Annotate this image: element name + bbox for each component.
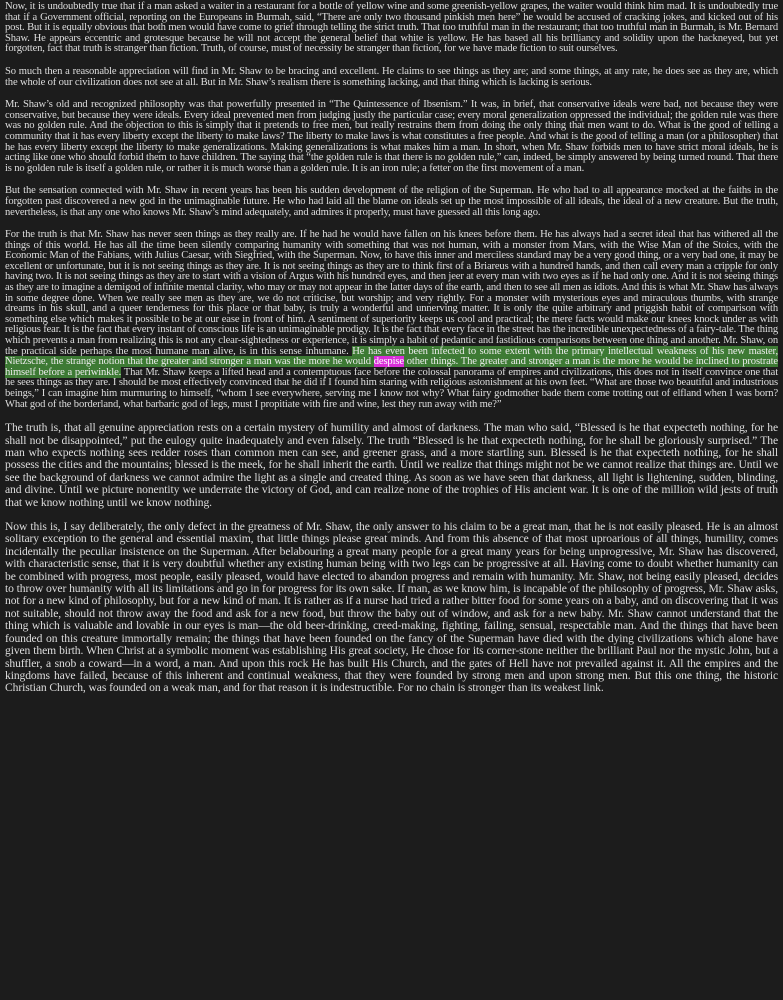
- paragraph: Mr. Shaw’s old and recognized philosophy was that powerfully presented in “The Quintessence of Ibsenism.” It was, in brief, that conservative ideals were bad, not because they were conservative, but because they were ideals. Every ideal prevented men from judging justly the particular case; every moral generalization oppressed the individual; the golden rule was there was no golden rule. And the objection to this is simply that it pretends to free men, but really restrains them from doing the only thing that men want to do. What is the good of telling a community that it has every liberty except the liberty to make laws? The liberty to make laws is what constitutes a free people. And what is the good of telling a man (or a philosopher) that he has every liberty except the liberty to make generalizations. Making generalizations is what makes him a man. In short, when Mr. Shaw forbids men to have strict moral ideals, he is acting like one who should forbid them to have children. The saying that “the golden rule is that there is no golden rule,” can, indeed, be simply answered by being turned round. That there is no golden rule is itself a golden rule, or rather it is much worse than a golden rule. It is an iron rule; a fetter on the first movement of a man.: [5, 99, 778, 174]
- paragraph: The truth is, that all genuine appreciation rests on a certain mystery of humility and almost of darkness. The man who said, “Blessed is he that expecteth nothing, for he shall not be disappointed,” put the eulogy quite inadequately and even falsely. The truth “Blessed is he that expecteth nothing, for he shall be gloriously surprised.” The man who expects nothing sees redder roses than common men can see, and greener grass, and a more startling sun. Blessed is he that expecteth nothing, for he shall possess the cities and the mountains; blessed is the meek, for he shall inherit the earth. Until we realize that things might not be we cannot realize that things are. Until we see the background of darkness we cannot admire the light as a single and created thing. As soon as we have seen that darkness, all light is lightening, sudden, blinding, and divine. Until we picture nonentity we underrate the victory of God, and can realize none of the trophies of His ancient war. It is one of the million wild jests of truth that we know nothing until we know nothing.: [5, 421, 778, 509]
- selected-word-highlight[interactable]: despise: [373, 356, 404, 368]
- highlight-text: other things. The greater and stronger a man is the more he would be inclined to prostrate himself before a periwinkle.: [5, 356, 778, 378]
- paragraph-with-highlight: [5, 230, 778, 410]
- paragraph-text: For the truth is that Mr. Shaw has never seen things as they really are. If he had he would have fallen on his knees before them. He has always had a secret ideal that has withered all the things of this world. He has all the time been silently comparing humanity with something that was not human, with a monster from Mars, with the Wise Man of the Stoics, with the Economic Man of the Fabians, with Julius Caesar, with Siegfried, with the Superman. Now, to have this inner and merciless standard may be a very good thing, or a very bad one, it may be excellent or unfortunate, but it is not seeing things as they are. It is not seeing things as they are to think first of a Briareus with a hundred hands, and then call every man a cripple for only having two. It is not seeing things as they are to start with a vision of Argus with his hundred eyes, and then jeer at every man with two eyes as if he had only one. And it is not seeing things as they are to imagine a demigod of infinite mental clarity, who may or may not appear in the latter days of the earth, and then to see all men as idiots. And this is what Mr. Shaw has always in some degree done. When we really see men as they are, we do not criticise, but worship; and very rightly. For a monster with mysterious eyes and miraculous thumbs, with strange dreams in his skull, and a queer tenderness for this place or that baby, is truly a wonderful and unnerving matter. It is only the quite arbitrary and priggish habit of comparison with something else which makes it possible to be at our ease in front of him. A sentiment of superiority keeps us cool and practical; the mere facts would make our knees knock under as with religious fear. It is the fact that every instant of conscious life is an unimaginable prodigy. It is the fact that every face in the street has the incredible unexpectedness of a fairy-tale. The thing which prevents a man from realizing this is not any clear-sightedness or experience, it is simply a habit of pedantic and fastidious comparisons between one thing and another. Mr. Shaw, on the practical side perhaps the most humane man alive, is in this sense inhumane.: [5, 229, 778, 357]
- paragraph: So much then a reasonable appreciation will find in Mr. Shaw to be bracing and excellent. He claims to see things as they are; and some things, at any rate, he does see as they are, which the whole of our civilization does not see at all. But in Mr. Shaw’s realism there is something lacking, and that thing which is lacking is serious.: [5, 65, 778, 88]
- highlight-text: He has even been infected to some extent with the primary intellectual weakness of his new master, Nietzsche, the strange notion that the greater and stronger a man was the more he would: [5, 345, 778, 368]
- paragraph: Now this is, I say deliberately, the only defect in the greatness of Mr. Shaw, the only answer to his claim to be a great man, that he is not easily pleased. He is an almost solitary exception to the general and essential maxim, that little things please great minds. And from this absence of that most uproarious of all things, humility, comes incidentally the peculiar insistence on the Superman. After belabouring a great many people for a great many years for being unprogressive, Mr. Shaw has discovered, with characteristic sense, that it is very doubtful whether any existing human being with two legs can be progressive at all. Having come to doubt whether humanity can be combined with progress, most people, easily pleased, would have elected to abandon progress and remain with humanity. Mr. Shaw, not being easily pleased, decides to throw over humanity with all its limitations and go in for progress for its own sake. If man, as we know him, is incapable of the philosophy of progress, Mr. Shaw asks, not for a new kind of philosophy, but for a new kind of man. It is rather as if a nurse had tried a rather bitter food for some years on a baby, and on discovering that it was not suitable, should not throw away the food and ask for a new food, but throw the baby out of window, and ask for a new baby. Mr. Shaw cannot understand that the thing which is valuable and lovable in our eyes is man—the old beer-drinking, creed-making, fighting, failing, sensual, respectable man. And the things that have been founded on this creature immortally remain; the things that have been founded on the fancy of the Superman have died with the dying civilizations which alone have given them birth. When Christ at a symbolic moment was establishing His great society, He chose for its corner-stone neither the brilliant Paul nor the mystic John, but a shuffler, a snob a coward—in a word, a man. And upon this rock He has built His Church, and the gates of Hell have not prevailed against it. All the empires and the kingdoms have failed, because of this inherent and continual weakness, that they were founded by strong men and upon strong men. But this one thing, the historic Christian Church, was founded on a weak man, and for that reason it is indestructible. For no chain is stronger than its weakest link.: [5, 520, 778, 695]
- paragraph-text: That Mr. Shaw keeps a lifted head and a contemptuous face before the colossal panorama of empires and civilizations, this does not in itself convince one that he sees things as they are. I should be most effectively convinced that he did if I found him staring with religious astonishment at his own feet. “What are those two beautiful and industrious beings,” I can imagine him murmuring to himself, “whom I see everywhere, serving me I know not why? What fairy godmother bade them come trotting out of elfland when I was born? What god of the borderland, what barbaric god of legs, must I propitiate with fire and wine, lest they run away with me?”: [5, 366, 778, 410]
- paragraph: But the sensation connected with Mr. Shaw in recent years has been his sudden development of the religion of the Superman. He who had to all appearance mocked at the faiths in the forgotten past discovered a new god in the unimaginable future. He who had laid all the blame on ideals set up the most impossible of all ideals, the ideal of a new creature. But the truth, nevertheless, is that any one who knows Mr. Shaw’s mind adequately, and admires it properly, must have guessed all this long ago.: [5, 185, 778, 218]
- paragraph: Now, it is undoubtedly true that if a man asked a waiter in a restaurant for a bottle of yellow wine and some greenish-yellow grapes, the waiter would think him mad. It is undoubtedly true that if a Government official, reporting on the Europeans in Burmah, said, “There are only two thousand pinkish men here” he would be accused of cracking jokes, and kicked out of his post. But it is equally obvious that both men would have come to grief through telling the strict truth. That too truthful man in the restaurant; that too truthful man in Burmah, is Mr. Bernard Shaw. He appears eccentric and grotesque because he will not accept the general belief that white is yellow. He has based all his brilliancy and solidity upon the hackneyed, but yet forgotten, fact that truth is stranger than fiction. Truth, of course, must of necessity be stranger than fiction, for we have made fiction to suit ourselves.: [5, 1, 778, 55]
